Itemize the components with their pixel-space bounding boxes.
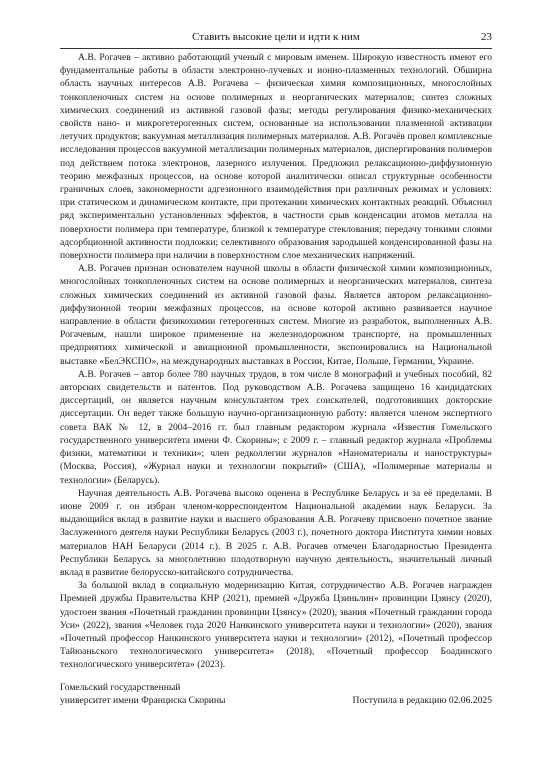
paragraph-research-areas: А.В. Рогачев – активно работающий ученый с мировым именем. Широкую известность имеют его фундаментальные работы в области электронно-лучевых и ионно-плазменных технологий. Обширна область научных интересов А.В. Рогачева – физическая химия композиционных, многослойных тонкопленочных систем на основе полимерных и неорганических материалов; синтез сложных химических соединений из активной газовой фазы; методы регулирования физико-механических свойств нано- и микрогетерогенных систем, основанные на использовании плазменной активации летучих продуктов; вакуумная металлизация полимерных материалов. А.В. Рогачёв провел комплексные исследования процессов вакуумной металлизации полимерных материалов, диспергирования полимеров под действием потока электронов, лазерного излучения. Предложил релаксационно-диффузионную теорию межфазных процессов, на основе которой аналитически описал структурные особенности граничных слоев, закономерности адгезионного взаимодействия при различных режимах и условиях: при статическом и динамическом контакте, при протекании химических контактных реакций. Объяснил ряд экспериментально установленных эффектов, в частности срыв конденсации атомов металла на поверхности полимера при температуре, близкой к температуре стеклования; передачу тонкими слоями адсорбционной активности подложки; селективного образования зародышей конденсированной фазы на поверхности полимера при наличии в поверхностном слое механических напряжений. [60, 52, 492, 262]
header-rule [60, 48, 492, 49]
received-date: Поступила в редакцию 02.06.2025 [352, 695, 492, 706]
paragraph-scientific-school: А.В. Рогачев признан основателем научной школы в области физической химии композиционных, многослойных тонкопленочных систем на основе полимерных и неорганических материалов, синтеза сложных химических соединений из активной газовой фазы. Является автором релаксационно-диффузионной теории межфазных процессов, на основе которой активно развивается научное направление в области физикохимии гетерогенных систем. Многие из разработок, выполненных А.В. Рогачевым, нашли широкое применение на железнодорожном транспорте, на промышленных предприятиях химической и авиационной промышленности, экспонировались на Национальной выставке «БелЭКСПО», на международных выставках в России, Китае, Польше, Германии, Украине. [60, 263, 492, 367]
paragraph-recognition: Научная деятельность А.В. Рогачева высоко оценена в Республике Беларусь и за её пределами. В июне 2009 г. он избран членом-корреспондентом Национальной академии наук Беларуси. За выдающийся вклад в развитие науки и высшего образования А.В. Рогачеву присвоено почетное звание Заслуженного деятеля науки Республики Беларусь (2003 г.), почетного доктора Института химии новых материалов НАН Беларуси (2014 г.). В 2025 г. А.В. Рогачев отмечен Благодарностью Президента Республики Беларусь за многолетнюю плодотворную научную деятельность, значительный личный вклад в развитие белорусско-китайского сотрудничества. [60, 487, 492, 578]
affiliation-line-2: университет имени Франциска Скорины [60, 695, 226, 706]
paragraph-publications: А.В. Рогачев – автор более 780 научных трудов, в том числе 8 монографий и учебных пособий, 82 авторских свидетельств и патентов. Под руководством А.В. Рогачева защищено 16 кандидатских диссертаций, он является научным консультантом трех соискателей, подготовивших докторские диссертации. Он ведет также большую научно-организационную работу: является членом экспертного совета ВАК № 12, в 2004–2016 гг. был главным редактором журнала «Известия Гомельского государственного университета имени Ф. Скорины»; с 2009 г. – главный редактор журнала «Проблемы физики, математики и техники»; член редколлегии журналов «Наноматериалы и наноструктуры» (Москва, Россия), «Журнал науки и технологии покрытий» (США), «Полимерные материалы и технологии» (Беларусь). [60, 368, 492, 486]
paragraph-china-awards: За большой вклад в социальную модернизацию Китая, сотрудничество А.В. Рогачев награжден Премией дружбы Правительства КНР (2021), премией «Дружба Цзиньлин» провинции Цзянсу (2020), удостоен звания «Почетный гражданин провинции Цзянсу» (2020), звания «Почетный гражданин города Уси» (2022), звания «Человек года 2020 Нанкинского университета науки и технологии» (2020), звания «Почетный профессор Нанкинского университета науки и технологии» (2012), «Почетный профессор Тайюаньского технологического университета» (2018), «Почетный профессор Боадинского технологического университета» (2023). [60, 580, 492, 671]
affiliation [60, 681, 290, 707]
running-title: Ставить высокие цели и идти к ним [192, 31, 360, 43]
affiliation-line-1: Гомельский государственный [60, 682, 181, 693]
page-number: 23 [481, 31, 492, 43]
article-body [60, 51, 492, 672]
running-header [60, 30, 492, 48]
